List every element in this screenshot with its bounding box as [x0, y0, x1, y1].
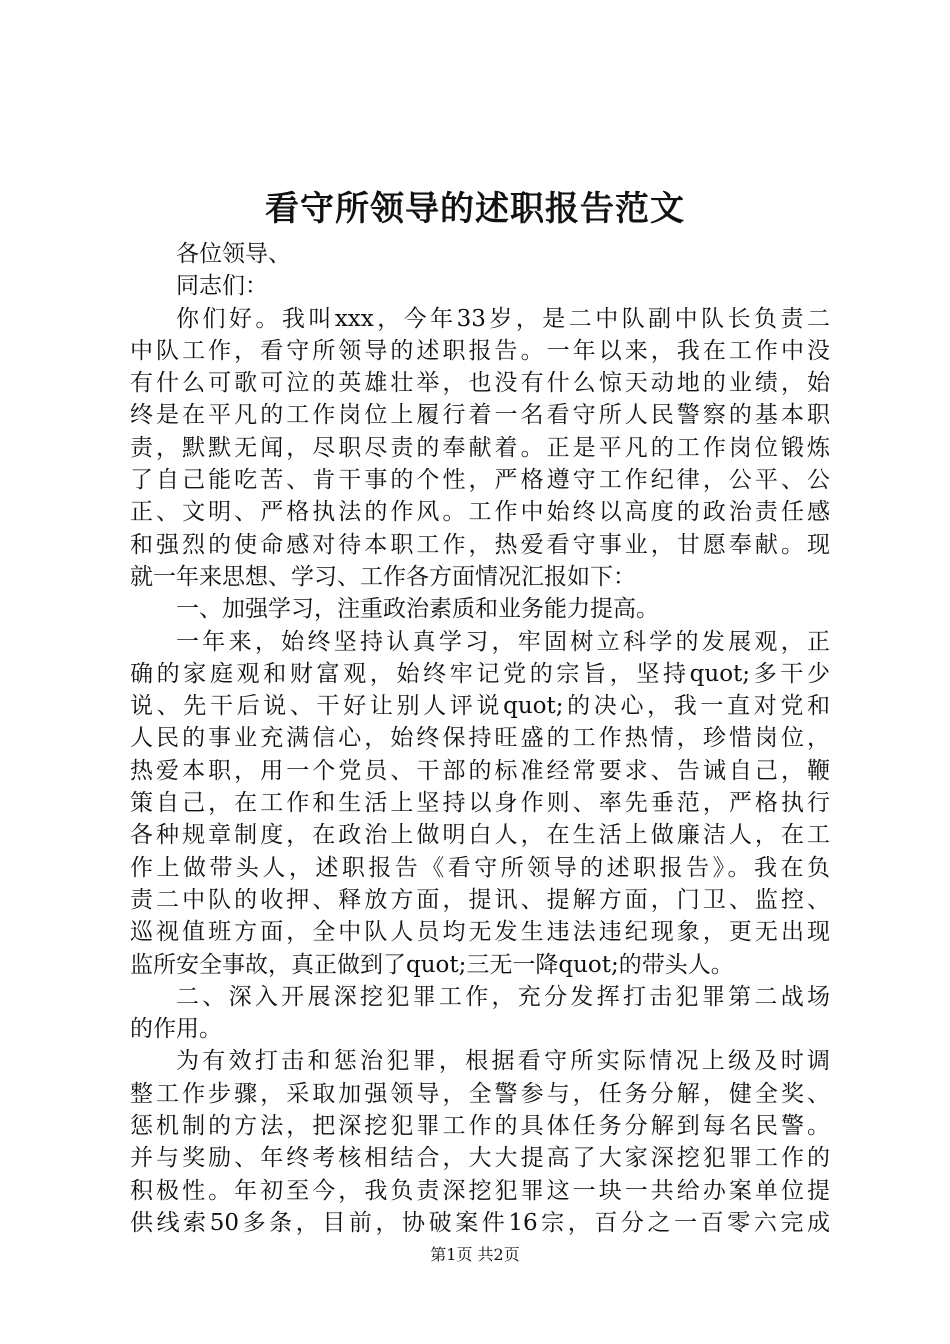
body-line: 供线索50多条，目前，协破案件16宗，百分之一百零六完成 — [130, 1209, 830, 1236]
body-line: 惩机制的方法，把深挖犯罪工作的具体任务分解到每名民警。 — [130, 1113, 830, 1140]
body-line: 各位领导、 — [176, 241, 291, 267]
body-line: 巡视值班方面，全中队人员均无发生违法违纪现象，更无出现 — [130, 919, 830, 946]
body-line: 作上做带头人，述职报告《看守所领导的述职报告》。我在负 — [130, 854, 830, 881]
body-line: 并与奖励、年终考核相结合，大大提高了大家深挖犯罪工作的 — [130, 1145, 830, 1172]
body-line: 了自己能吃苦、肯干事的个性，严格遵守工作纪律，公平、公 — [130, 467, 830, 494]
body-line: 责，默默无闻，尽职尽责的奉献着。正是平凡的工作岗位锻炼 — [130, 434, 830, 461]
body-line: 热爱本职，用一个党员、干部的标准经常要求、告诫自己，鞭 — [130, 757, 830, 784]
body-line: 人民的事业充满信心，始终保持旺盛的工作热情，珍惜岗位， — [130, 725, 830, 752]
body-line: 正、文明、严格执法的作风。工作中始终以高度的政治责任感 — [130, 499, 830, 526]
body-line: 有什么可歌可泣的英雄壮举，也没有什么惊天动地的业绩，始 — [130, 370, 830, 397]
body-line: 积极性。年初至今，我负责深挖犯罪这一块一共给办案单位提 — [130, 1177, 830, 1204]
body-line: 策自己，在工作和生活上坚持以身作则、率先垂范，严格执行 — [130, 790, 830, 817]
body-line: 责二中队的收押、释放方面，提讯、提解方面，门卫、监控、 — [130, 886, 830, 913]
body-line: 你们好。我叫xxx，今年33岁，是二中队副中队长负责二 — [176, 305, 830, 332]
body-line: 和强烈的使命感对待本职工作，热爱看守事业，甘愿奉献。现 — [130, 531, 830, 558]
body-line: 的作用。 — [130, 1016, 222, 1043]
body-line: 同志们： — [176, 273, 268, 300]
body-line: 就一年来思想、学习、工作各方面情况汇报如下： — [130, 563, 636, 590]
body-line: 中队工作，看守所领导的述职报告。一年以来，我在工作中没 — [130, 337, 830, 364]
body-line: 整工作步骤，采取加强领导，全警参与，任务分解，健全奖、 — [130, 1080, 830, 1107]
body-line: 终是在平凡的工作岗位上履行着一名看守所人民警察的基本职 — [130, 402, 830, 429]
body-line: 监所安全事故，真正做到了quot;三无一降quot;的带头人。 — [130, 951, 734, 978]
body-line: 说、先干后说、干好让别人评说quot;的决心，我一直对党和 — [130, 693, 830, 720]
body-line: 为有效打击和惩治犯罪，根据看守所实际情况上级及时调 — [176, 1048, 830, 1075]
body-line: 确的家庭观和财富观，始终牢记党的宗旨，坚持quot;多干少 — [130, 660, 830, 687]
body-line: 一、加强学习，注重政治素质和业务能力提高。 — [176, 596, 659, 623]
page-footer: 第1页 共2页 — [430, 1245, 520, 1264]
body-line: 二、深入开展深挖犯罪工作，充分发挥打击犯罪第二战场 — [176, 983, 830, 1010]
body-line: 一年来，始终坚持认真学习，牢固树立科学的发展观，正 — [176, 628, 830, 655]
body-line: 各种规章制度，在政治上做明白人，在生活上做廉洁人，在工 — [130, 822, 830, 849]
document-title: 看守所领导的述职报告范文 — [265, 189, 685, 229]
document-body — [130, 238, 830, 1239]
